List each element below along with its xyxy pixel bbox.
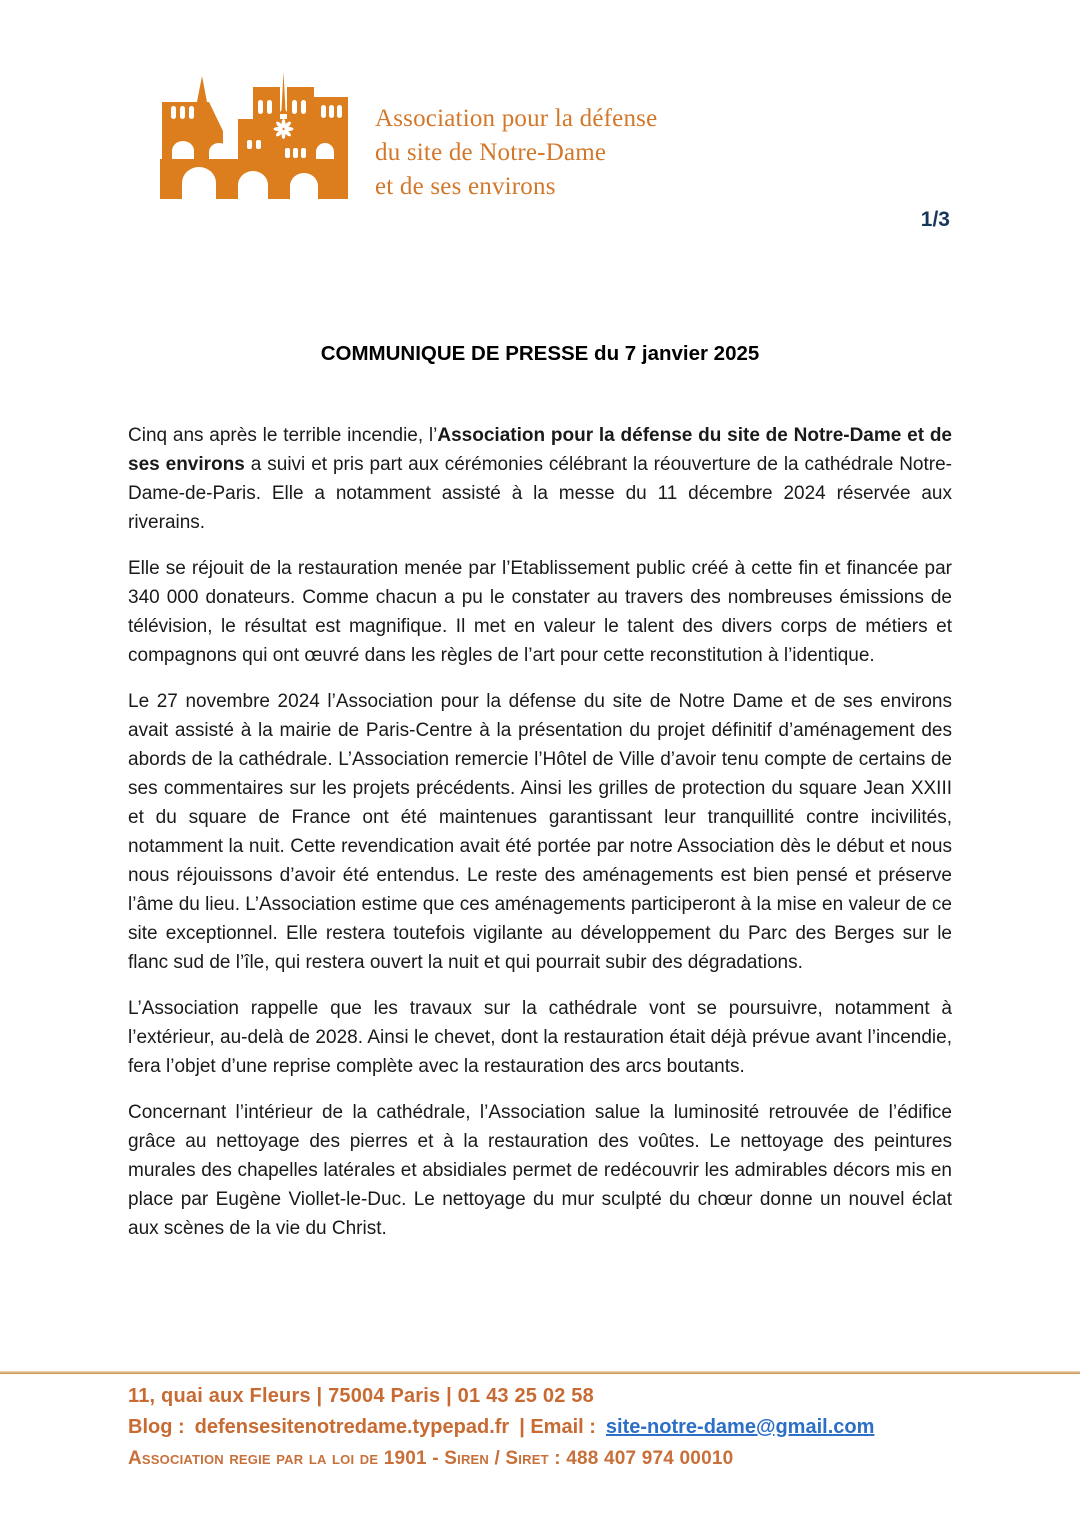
page-number: 1/3 bbox=[920, 208, 950, 231]
org-name bbox=[375, 102, 657, 204]
paragraph-1 bbox=[128, 421, 952, 537]
paragraph-5: Concernant l’intérieur de la cathédrale, l’Association salue la luminosité retrouvée de l’édifice grâce au nettoyage des pierres et à la restauration des voûtes. Le nettoyage des peintures murales des chapelles latérales et absidiales permet de redécouvrir les admirables décors mis en place par Eugène Viollet-le-Duc. Le nettoyage du mur sculpté du chœur donne un nouvel éclat aux scènes de la vie du Christ. bbox=[128, 1102, 952, 1239]
blog-label: Blog : bbox=[128, 1416, 185, 1438]
footer-divider bbox=[0, 1371, 1080, 1374]
document-body bbox=[128, 421, 952, 1260]
email-link[interactable]: site-notre-dame@gmail.com bbox=[605, 1416, 875, 1438]
paragraph-1-text: Cinq ans après le terrible incendie, l’ bbox=[128, 425, 438, 446]
org-name-line-3: et de ses environs bbox=[375, 173, 556, 200]
org-name-line-1: Association pour la défense bbox=[375, 105, 658, 132]
footer-address: 11, quai aux Fleurs | 75004 Paris | 01 43 25 02 58 bbox=[128, 1385, 594, 1407]
footer-contacts bbox=[128, 1416, 1008, 1439]
notre-dame-bridge-icon bbox=[152, 66, 352, 204]
paragraph-1-bold-org-name: Association pour la défense du site de Notre-Dame et de ses environs bbox=[128, 425, 952, 475]
email-label: | Email : bbox=[519, 1416, 596, 1438]
org-name-line-2: du site de Notre-Dame bbox=[375, 139, 607, 166]
document-title: COMMUNIQUE DE PRESSE du 7 janvier 2025 bbox=[320, 342, 760, 365]
paragraph-1-text-continued: a suivi et pris part aux cérémonies célébrant la réouverture de la cathédrale Notre-Dame-de-Paris. Elle a notamment assisté à la messe du 11 décembre 2024 réservée aux riverains. bbox=[128, 454, 953, 533]
paragraph-2: Elle se réjouit de la restauration menée par l’Etablissement public créé à cette fin et financée par 340 000 donateurs. Comme chacun a pu le constater au travers des nombreuses émissions de télévision, le résultat est magnifique. Il met en valeur le talent des divers corps de métiers et compagnons qui ont œuvré dans les règles de l’art pour cette reconstitution à l’identique. bbox=[128, 558, 952, 666]
blog-url: defensesitenotredame.typepad.fr bbox=[194, 1416, 510, 1438]
paragraph-4: L’Association rappelle que les travaux sur la cathédrale vont se poursuivre, notamment à l’extérieur, au-delà de 2028. Ainsi le chevet, dont la restauration était déjà prévue avant l’incendie, fera l’objet d’une reprise complète avec la restauration des arcs boutants. bbox=[128, 998, 952, 1077]
paragraph-3: Le 27 novembre 2024 l’Association pour la défense du site de Notre Dame et de ses environs avait assisté à la mairie de Paris-Centre à la présentation du projet définitif d’aménagement des abords de la cathédrale. L’Association remercie l’Hôtel de Ville d’avoir tenu compte de certains de ses commentaires sur les projets précédents. Ainsi les grilles de protection du square Jean XXIII et du square de France ont été maintenues garantissant leur tranquillité contre incivilités, notamment la nuit. Cette revendication avait été portée par notre Association dès le début et nous nous réjouissons d’avoir été entendus. Le reste des aménagements est bien pensé et préserve l’âme du lieu. L’Association estime que ces aménagements participeront à la mise en valeur de ce site exceptionnel. Elle restera toutefois vigilante au développement du Parc des Berges sur le flanc sud de l’île, qui restera ouvert la nuit et qui pourrait subir des dégradations. bbox=[128, 691, 952, 973]
footer bbox=[128, 1385, 1008, 1470]
footer-legal: Association regie par la loi de 1901 - Siren / Siret : 488 407 974 00010 bbox=[128, 1448, 734, 1469]
org-logo bbox=[152, 66, 352, 204]
